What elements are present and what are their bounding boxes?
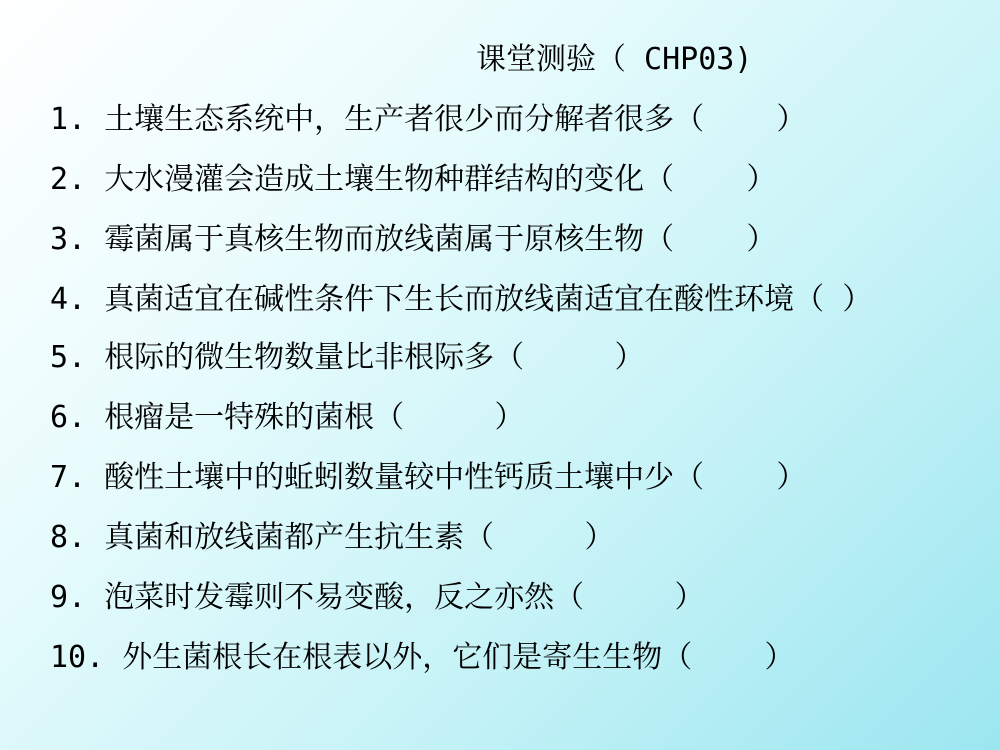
- question-text: 根际的微生物数量比非根际多（ ）: [104, 340, 645, 375]
- question-text: 外生菌根长在根表以外，它们是寄生生物（ ）: [122, 640, 795, 675]
- question-number: 4.: [50, 282, 87, 317]
- question-text: 根瘤是一特殊的菌根（ ）: [104, 400, 525, 435]
- question-number: 8.: [50, 520, 87, 555]
- question-text: 真菌适宜在碱性条件下生长而放线菌适宜在酸性环境（ ）: [104, 282, 873, 317]
- question-item: [50, 398, 950, 438]
- question-number: 9.: [50, 580, 87, 615]
- question-text: 大水漫灌会造成土壤生物种群结构的变化（ ）: [104, 162, 777, 197]
- page-title: 课堂测验（ CHP03): [476, 42, 753, 77]
- question-list: [50, 100, 950, 698]
- question-item: [50, 578, 950, 618]
- question-item: [50, 518, 950, 558]
- question-number: 2.: [50, 162, 87, 197]
- question-number: 5.: [50, 340, 87, 375]
- question-item: [50, 160, 950, 200]
- question-number: 6.: [50, 400, 87, 435]
- question-text: 土壤生态系统中，生产者很少而分解者很多（ ）: [104, 102, 807, 137]
- question-number: 1.: [50, 102, 87, 137]
- question-number: 3.: [50, 222, 87, 257]
- question-number: 10.: [50, 640, 105, 675]
- question-number: 7.: [50, 460, 87, 495]
- question-text: 真菌和放线菌都产生抗生素（ ）: [104, 520, 615, 555]
- question-text: 酸性土壤中的蚯蚓数量较中性钙质土壤中少（ ）: [104, 460, 807, 495]
- question-text: 泡菜时发霉则不易变酸，反之亦然（ ）: [104, 580, 705, 615]
- question-item: [50, 638, 950, 678]
- question-text: 霉菌属于真核生物而放线菌属于原核生物（ ）: [104, 222, 777, 257]
- question-item: [50, 220, 950, 260]
- question-item: [50, 100, 950, 140]
- question-item: [50, 280, 950, 320]
- question-item: [50, 338, 950, 378]
- question-item: [50, 458, 950, 498]
